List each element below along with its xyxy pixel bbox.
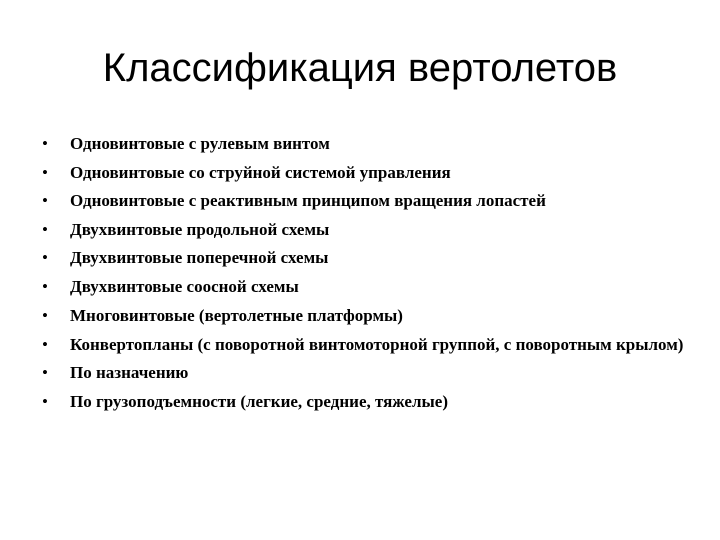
bullet-icon: • bbox=[42, 191, 48, 211]
bullet-icon: • bbox=[42, 363, 48, 383]
list-item bbox=[42, 244, 702, 273]
list-item-text: Одновинтовые с рулевым винтом bbox=[70, 134, 330, 153]
bullet-icon: • bbox=[42, 219, 48, 239]
list-item bbox=[42, 388, 702, 417]
list-item-text: Двухвинтовые соосной схемы bbox=[70, 276, 299, 296]
list-item-text: Одновинтовые с реактивным принципом вращения лопастей bbox=[70, 191, 546, 211]
bullet-icon: • bbox=[42, 335, 48, 355]
list-item bbox=[42, 359, 702, 388]
list-item-text: Двухвинтовые продольной схемы bbox=[70, 219, 330, 239]
bullet-icon: • bbox=[42, 276, 48, 296]
bullet-list bbox=[42, 130, 702, 416]
bullet-icon: • bbox=[42, 305, 48, 325]
list-item bbox=[42, 159, 702, 188]
bullet-icon: • bbox=[42, 162, 48, 182]
list-item-text: Многовинтовые (вертолетные платформы) bbox=[70, 305, 403, 325]
list-item bbox=[42, 330, 702, 359]
bullet-icon: • bbox=[42, 248, 48, 268]
list-item bbox=[42, 302, 702, 331]
list-item-text: Двухвинтовые поперечной схемы bbox=[70, 248, 329, 268]
list-item bbox=[42, 273, 702, 302]
list-item-text: Конвертопланы (с поворотной винтомоторной группой, с поворотным крылом) bbox=[70, 335, 684, 355]
slide-title: Классификация вертолетов bbox=[102, 46, 618, 90]
list-item bbox=[42, 187, 702, 216]
bullet-icon: • bbox=[42, 134, 48, 153]
bullet-icon: • bbox=[42, 391, 48, 411]
list-item bbox=[42, 216, 702, 245]
list-item-text: По назначению bbox=[70, 363, 189, 383]
list-item-text: Одновинтовые со струйной системой управления bbox=[70, 162, 451, 182]
list-item-text: По грузоподъемности (легкие, средние, тяжелые) bbox=[70, 391, 448, 411]
list-item bbox=[42, 130, 702, 159]
